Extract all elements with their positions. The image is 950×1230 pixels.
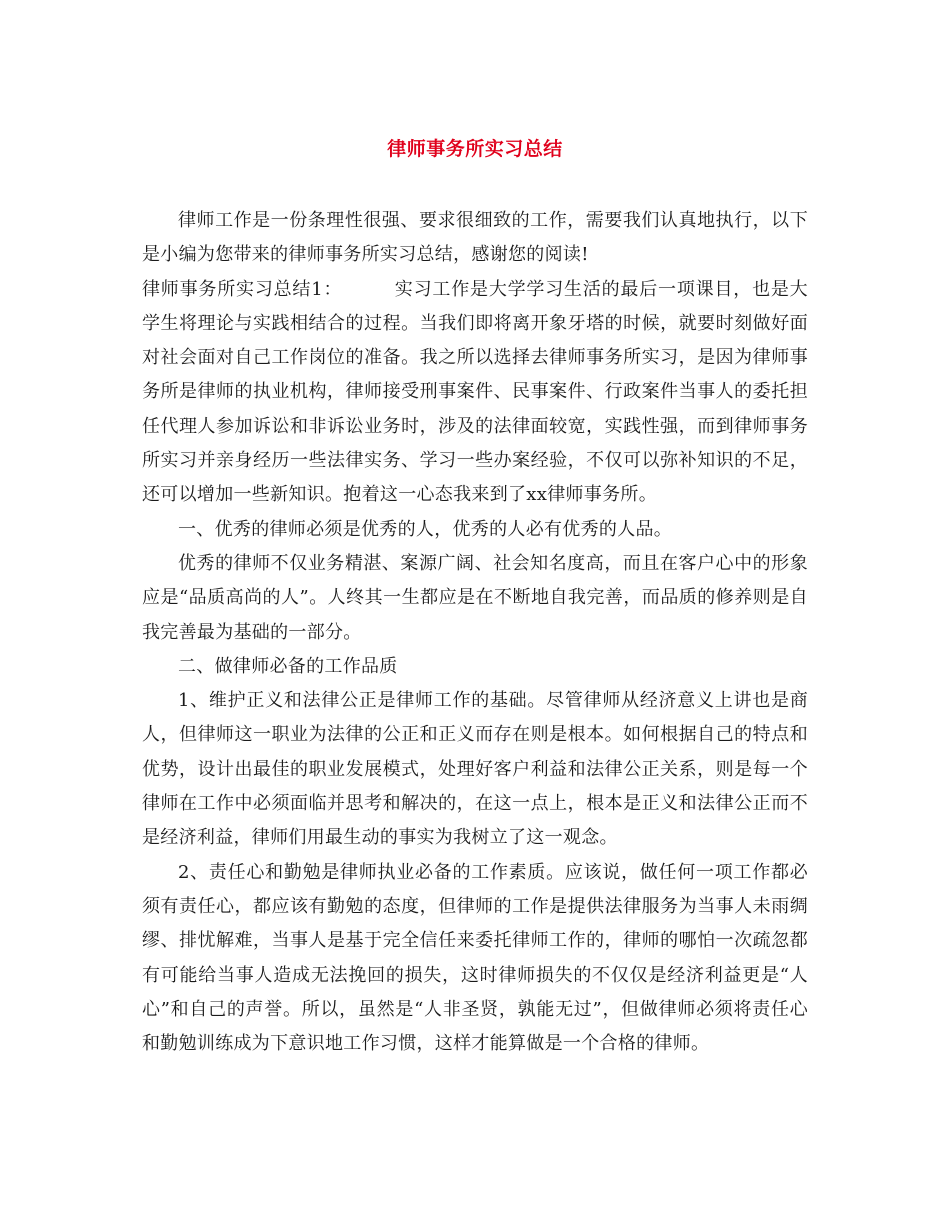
heading-one: 一、优秀的律师必须是优秀的人，优秀的人必有优秀的人品。 [178,518,673,540]
heading-two: 二、做律师必备的工作品质 [178,655,398,677]
intro-paragraph: 律师工作是一份条理性很强、要求很细致的工作，需要我们认真地执行，以下是小编为您带来的律师事务所实习总结，感谢您的阅读! [142,210,808,266]
paragraph-one: 优秀的律师不仅业务精湛、案源广阔、社会知名度高，而且在客户心中的形象应是“品质高尚的人”。人终其一生都应是在不断地自我完善，而品质的修养则是自我完善最为基础的一部分。 [142,552,808,643]
paragraph-two: 1、维护正义和法律公正是律师工作的基础。尽管律师从经济意义上讲也是商人，但律师这一职业为法律的公正和正义而存在则是根本。如何根据自己的特点和优势，设计出最佳的职业发展模式，处理好客户利益和法律公正关系，则是每一个律师在工作中必须面临并思考和解决的，在这一点上，根本是正义和法律公正而不是经济利益，律师们用最生动的事实为我树立了这一观念。 [142,690,808,849]
section1-paragraph [142,273,808,513]
document-title: 律师事务所实习总结 [387,138,563,160]
section1-text: 实习工作是大学学习生活的最后一项课目，也是大学生将理论与实践相结合的过程。当我们即将离开象牙塔的时候，就要时刻做好面对社会面对自己工作岗位的准备。我之所以选择去律师事务所实习，是因为律师事务所是律师的执业机构，律师接受刑事案件、民事案件、行政案件当事人的委托担任代理人参加诉讼和非诉讼业务时，涉及的法律面较宽，实践性强，而到律师事务所实习并亲身经历一些法律实务、学习一些办案经验，不仅可以弥补知识的不足，还可以增加一些新知识。抱着这一心态我来到了xx律师事务所。 [142,278,808,506]
section1-label: 律师事务所实习总结1： [142,278,343,300]
paragraph-three: 2、责任心和勤勉是律师执业必备的工作素质。应该说，做任何一项工作都必须有责任心，都应该有勤勉的态度，但律师的工作是提供法律服务为当事人未雨绸缪、排忧解难，当事人是基于完全信任来委托律师工作的，律师的哪怕一次疏忽都有可能给当事人造成无法挽回的损失，这时律师损失的不仅仅是经济利益更是“人心”和自己的声誉。所以，虽然是“人非圣贤，孰能无过”，但做律师必须将责任心和勤勉训练成为下意识地工作习惯，这样才能算做是一个合格的律师。 [142,861,808,1055]
document-body [142,204,808,1061]
